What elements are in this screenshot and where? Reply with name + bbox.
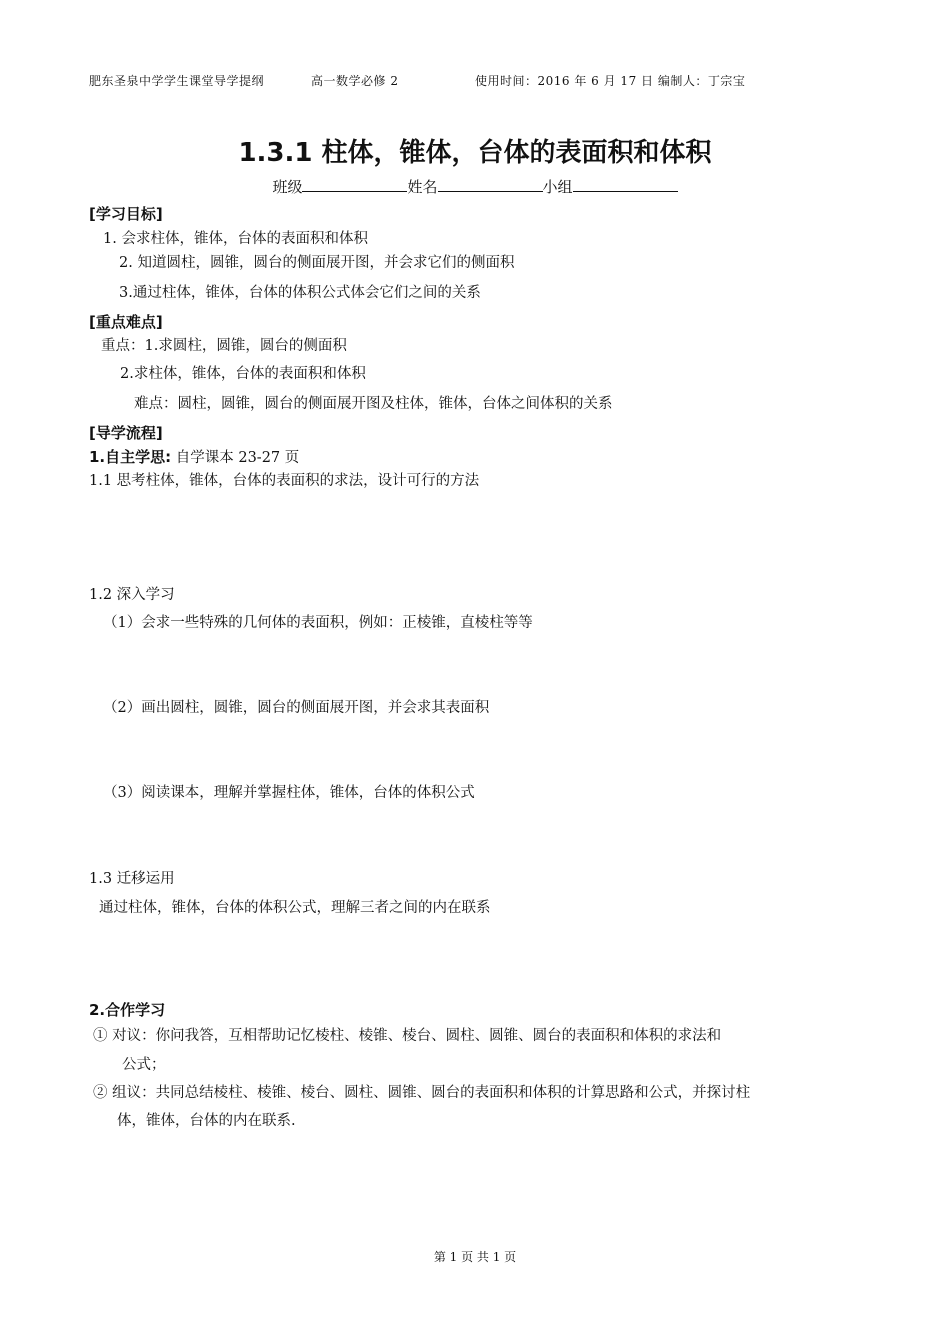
self-study-line (89, 446, 299, 467)
objective-3: 3.通过柱体，锥体，台体的体积公式体会它们之间的关系 (119, 285, 481, 301)
name-label: 姓名 (407, 178, 438, 196)
header-course: 高一数学必修 2 (311, 74, 399, 88)
class-blank[interactable] (302, 177, 407, 192)
section-1-3-text: 通过柱体，锥体，台体的体积公式，理解三者之间的内在联系 (99, 900, 491, 916)
page-footer: 第 1 页 共 1 页 (433, 1250, 517, 1264)
keypoints-heading: [重点难点] (89, 313, 163, 331)
process-heading: [导学流程] (89, 424, 163, 442)
key-point-1: 重点：1.求圆柱，圆锥，圆台的侧面积 (101, 338, 347, 354)
class-label: 班级 (272, 178, 303, 196)
group-label: 小组 (542, 178, 573, 196)
coop-item-1-line-1: ① 对议：你问我答，互相帮助记忆棱柱、棱锥、棱台、圆柱、圆锥、圆台的表面积和体积的求法和 (93, 1028, 722, 1044)
objectives-heading: [学习目标] (89, 205, 163, 223)
student-info-line (0, 176, 950, 197)
section-1-1: 1.1 思考柱体，锥体，台体的表面积的求法，设计可行的方法 (89, 473, 480, 489)
coop-item-1-line-2: 公式； (122, 1057, 166, 1073)
self-study-text: 自学课本 23-27 页 (171, 450, 300, 466)
header-school: 肥东圣泉中学学生课堂导学提纲 (89, 74, 265, 88)
section-1-2-b: （2）画出圆柱，圆锥，圆台的侧面展开图，并会求其表面积 (103, 700, 490, 716)
header-meta: 使用时间：2016 年 6 月 17 日 编制人：丁宗宝 (475, 74, 746, 88)
objective-1: 1. 会求柱体，锥体，台体的表面积和体积 (103, 231, 368, 247)
difficulty: 难点：圆柱，圆锥，圆台的侧面展开图及柱体，锥体，台体之间体积的关系 (134, 396, 613, 412)
page-title: 1.3.1 柱体，锥体，台体的表面积和体积 (238, 138, 712, 168)
key-point-2: 2.求柱体，锥体，台体的表面积和体积 (120, 366, 366, 382)
section-1-2-a: （1）会求一些特殊的几何体的表面积，例如：正棱锥，直棱柱等等 (103, 615, 533, 631)
group-blank[interactable] (573, 177, 678, 192)
objective-2: 2. 知道圆柱，圆锥，圆台的侧面展开图，并会求它们的侧面积 (119, 255, 515, 271)
self-study-label: 1.自主学思: (89, 448, 172, 466)
cooperation-heading: 2.合作学习 (89, 1001, 166, 1019)
coop-item-2-line-2: 体，锥体，台体的内在联系. (117, 1113, 296, 1129)
coop-item-2-line-1: ② 组议：共同总结棱柱、棱锥、棱台、圆柱、圆锥、圆台的表面积和体积的计算思路和公式，并探讨柱 (93, 1085, 751, 1101)
section-1-2: 1.2 深入学习 (89, 587, 175, 603)
section-1-2-c: （3）阅读课本，理解并掌握柱体，锥体，台体的体积公式 (103, 785, 475, 801)
name-blank[interactable] (438, 177, 543, 192)
section-1-3: 1.3 迁移运用 (89, 871, 175, 887)
